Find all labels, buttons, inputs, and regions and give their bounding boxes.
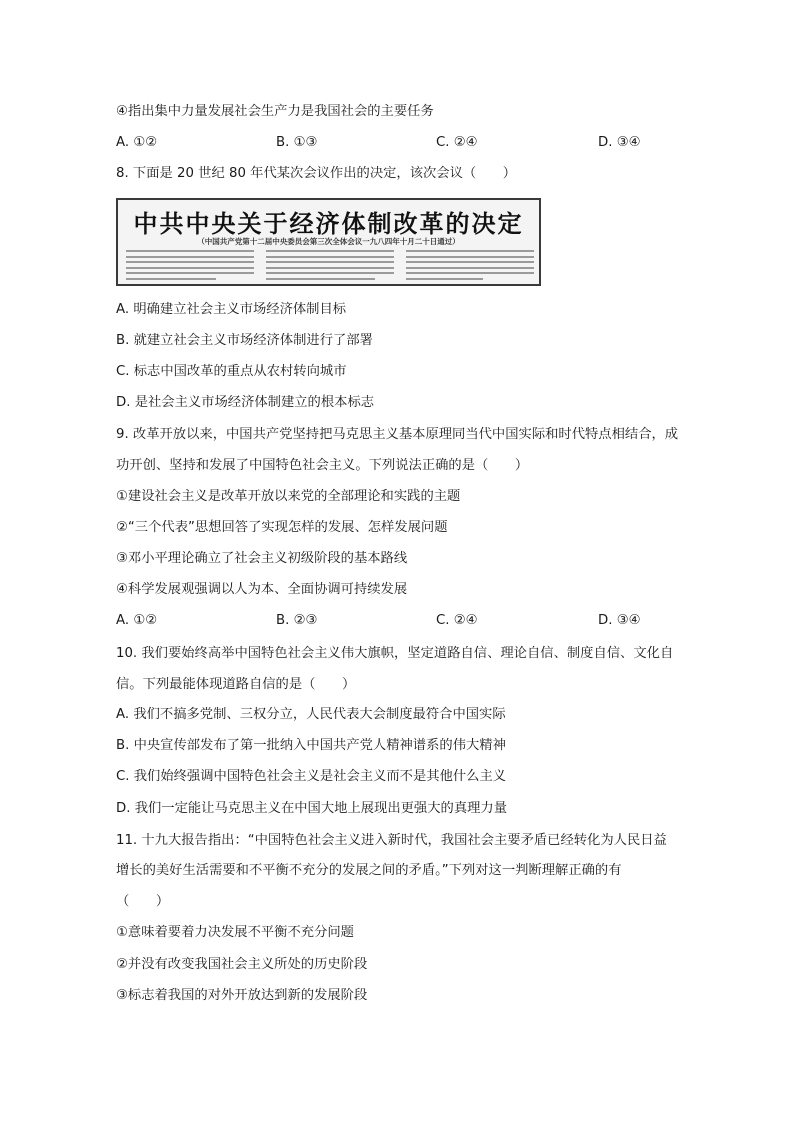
q10-option-b: B. 中央宣传部发布了第一批纳入中国共产党人精神谱系的伟大精神 — [116, 738, 506, 753]
q7-option-a: A. ①② — [116, 135, 158, 150]
q7-item-4: ④指出集中力量发展社会生产力是我国社会的主要任务 — [116, 104, 434, 119]
q10-option-d: D. 我们一定能让马克思主义在中国大地上展现出更强大的真理力量 — [116, 801, 508, 816]
clipping-text-column — [126, 250, 254, 280]
q8-option-c: C. 标志中国改革的重点从农村转向城市 — [116, 364, 347, 379]
clipping-text-column — [406, 250, 534, 280]
clipping-text-column — [266, 250, 394, 280]
q11-stem-line2: 增长的美好生活需要和不平衡不充分的发展之间的矛盾。”下列对这一判断理解正确的有 — [116, 863, 622, 878]
q7-option-b: B. ①③ — [276, 135, 318, 150]
newspaper-clipping-image — [116, 198, 541, 286]
q9-stem-line1: 9. 改革开放以来，中国共产党坚持把马克思主义基本原理同当代中国实际和时代特点相结合，成 — [116, 427, 679, 442]
q11-item-1: ①意味着要着力决发展不平衡不充分问题 — [116, 925, 354, 940]
q9-item-4: ④科学发展观强调以人为本、全面协调可持续发展 — [116, 582, 408, 597]
q8-option-a: A. 明确建立社会主义市场经济体制目标 — [116, 302, 347, 317]
q9-item-3: ③邓小平理论确立了社会主义初级阶段的基本路线 — [116, 551, 408, 566]
q10-stem-line2: 信。下列最能体现道路自信的是（ ） — [116, 677, 356, 692]
q9-item-2: ②“三个代表”思想回答了实现怎样的发展、怎样发展问题 — [116, 520, 448, 535]
q7-option-d: D. ③④ — [598, 135, 641, 150]
q8-option-d: D. 是社会主义市场经济体制建立的根本标志 — [116, 395, 375, 410]
q11-item-2: ②并没有改变我国社会主义所处的历史阶段 — [116, 957, 368, 972]
q9-stem-line2: 功开创、坚持和发展了中国特色社会主义。下列说法正确的是（ ） — [116, 458, 529, 473]
clipping-subtitle: （中国共产党第十二届中央委员会第三次全体会议一九八四年十月二十日通过） — [197, 237, 460, 246]
q11-item-3: ③标志着我国的对外开放达到新的发展阶段 — [116, 988, 368, 1003]
q9-item-1: ①建设社会主义是改革开放以来党的全部理论和实践的主题 — [116, 489, 461, 504]
q11-stem-line1: 11. 十九大报告指出：“中国特色社会主义进入新时代，我国社会主要矛盾已经转化为人民日益 — [116, 833, 667, 848]
q10-option-c: C. 我们始终强调中国特色社会主义是社会主义而不是其他什么主义 — [116, 769, 507, 784]
q9-option-b: B. ②③ — [276, 613, 318, 628]
q9-option-d: D. ③④ — [598, 613, 641, 628]
q7-option-c: C. ②④ — [436, 135, 478, 150]
q8-option-b: B. 就建立社会主义市场经济体制进行了部署 — [116, 333, 373, 348]
q10-option-a: A. 我们不搞多党制、三权分立，人民代表大会制度最符合中国实际 — [116, 707, 506, 722]
q9-option-a: A. ①② — [116, 613, 158, 628]
q9-option-c: C. ②④ — [436, 613, 478, 628]
q8-stem: 8. 下面是 20 世纪 80 年代某次会议作出的决定，该次会议（ ） — [116, 166, 517, 181]
q11-answer-blank: （ ） — [116, 894, 170, 909]
clipping-title: 中共中央关于经济体制改革的决定 — [133, 209, 524, 238]
q10-stem-line1: 10. 我们要始终高举中国特色社会主义伟大旗帜，坚定道路自信、理论自信、制度自信、文化自 — [116, 646, 674, 661]
